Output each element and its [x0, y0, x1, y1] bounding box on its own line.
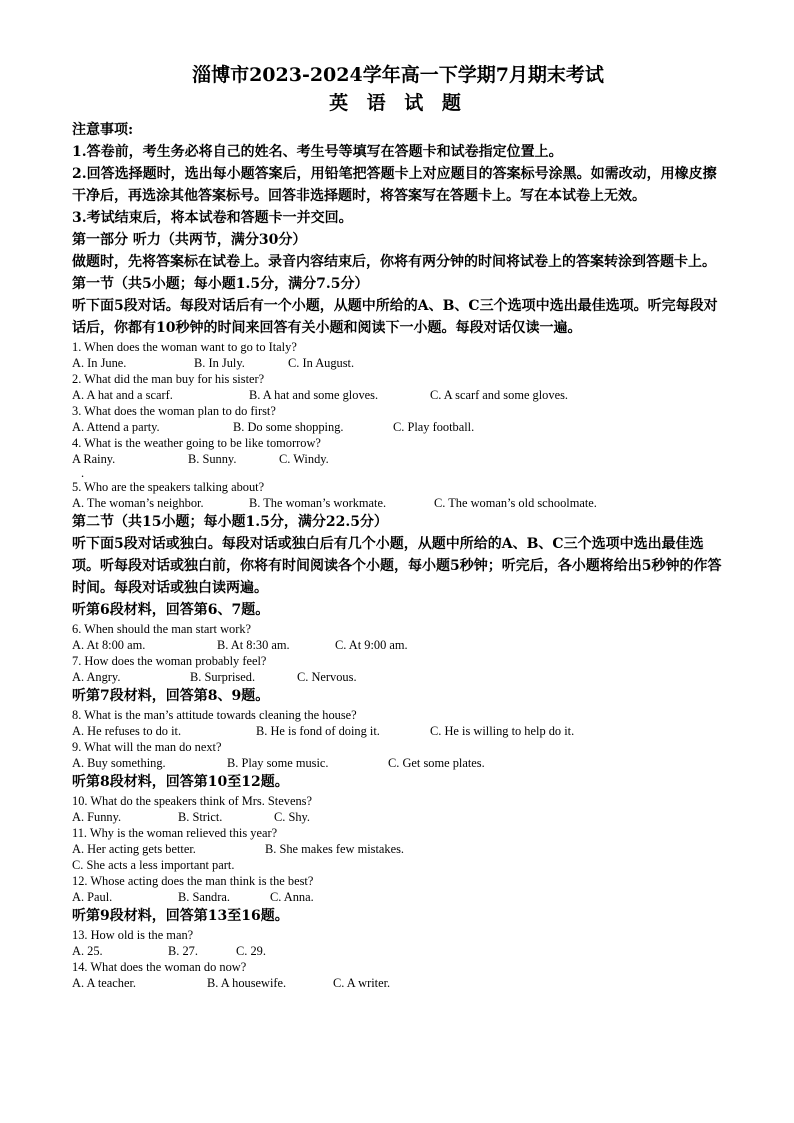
exam-title: 淄博市2023-2024学年高一下学期7月期末考试	[192, 64, 604, 86]
question-7-stem: 7. How does the woman probably feel?	[72, 654, 267, 668]
option-b: B. Strict.	[178, 810, 223, 824]
option-c: C. The woman’s old schoolmate.	[434, 496, 597, 510]
question-4-stem: 4. What is the weather going to be like tomorrow?	[72, 436, 321, 450]
option-b: B. 27.	[168, 944, 198, 958]
part1-instruction: 做题时，先将答案标在试卷上。录音内容结束后，你将有两分钟的时间将试卷上的答案转涂到答题卡上。	[72, 254, 716, 270]
option-b: B. At 8:30 am.	[217, 638, 290, 652]
notes-heading: 注意事项:	[72, 122, 134, 138]
option-b: B. A hat and some gloves.	[249, 388, 379, 402]
exam-page	[72, 62, 724, 991]
question-11-options	[72, 841, 724, 857]
option-a: A. The woman’s neighbor.	[72, 496, 204, 510]
question-11-option-c: C. She acts a less important part.	[72, 858, 235, 872]
option-a: A. In June.	[72, 356, 127, 370]
option-a: A. Buy something.	[72, 756, 166, 770]
material-6-heading: 听第6段材料，回答第6、7题。	[72, 602, 270, 618]
material-9-heading: 听第9段材料，回答第13至16题。	[72, 908, 289, 924]
option-b: B. She makes few mistakes.	[265, 842, 405, 856]
option-a: A. Funny.	[72, 810, 122, 824]
option-a: A. A hat and a scarf.	[72, 388, 173, 402]
question-3-stem: 3. What does the woman plan to do first?	[72, 404, 276, 418]
question-14-options	[72, 975, 724, 991]
option-c: C. Play football.	[393, 420, 475, 434]
option-c: C. A scarf and some gloves.	[430, 388, 568, 402]
part1-heading: 第一部分 听力（共两节，满分30分）	[72, 232, 307, 248]
question-11-stem: 11. Why is the woman relieved this year?	[72, 826, 278, 840]
option-c: C. Anna.	[270, 890, 314, 904]
option-c: C. Shy.	[274, 810, 311, 824]
section1-heading: 第一节（共5小题；每小题1.5分，满分7.5分）	[72, 276, 369, 292]
question-6-stem: 6. When should the man start work?	[72, 622, 252, 636]
question-13-options	[72, 943, 724, 959]
option-b: B. The woman’s workmate.	[249, 496, 387, 510]
option-a: A. Her acting gets better.	[72, 842, 196, 856]
question-1-stem: 1. When does the woman want to go to Italy?	[72, 340, 297, 354]
option-c: C. Get some plates.	[388, 756, 485, 770]
question-2-options	[72, 387, 724, 403]
option-c: C. Windy.	[279, 452, 329, 466]
option-a: A. Angry.	[72, 670, 121, 684]
question-9-stem: 9. What will the man do next?	[72, 740, 222, 754]
section2-instruction: 听下面5段对话或独白。每段对话或独白后有几个小题，从题中所给的A、B、C三个选项中选出最佳选项。听每段对话或独白前，你将有时间阅读各个小题，每小题5秒钟；听完后，各小题将给出5秒钟的作答时间。每段对话或独白读两遍。	[72, 536, 722, 596]
option-b: B. Play some music.	[227, 756, 329, 770]
option-a: A. He refuses to do it.	[72, 724, 182, 738]
stray-dot: .	[81, 466, 85, 480]
option-c: C. A writer.	[333, 976, 391, 990]
option-a: A. At 8:00 am.	[72, 638, 146, 652]
option-b: B. Surprised.	[190, 670, 256, 684]
question-7-options	[72, 669, 724, 685]
option-c: C. Nervous.	[297, 670, 357, 684]
option-a: A. 25.	[72, 944, 103, 958]
option-b: B. In July.	[194, 356, 245, 370]
option-c: C. He is willing to help do it.	[430, 724, 575, 738]
question-2-stem: 2. What did the man buy for his sister?	[72, 372, 265, 386]
section2-heading: 第二节（共15小题；每小题1.5分，满分22.5分）	[72, 514, 388, 530]
material-7-heading: 听第7段材料，回答第8、9题。	[72, 688, 270, 704]
question-3-options	[72, 419, 724, 435]
option-b: B. Sunny.	[188, 452, 237, 466]
option-b: B. Sandra.	[178, 890, 230, 904]
option-a: A. Paul.	[72, 890, 113, 904]
question-12-stem: 12. Whose acting does the man think is the best?	[72, 874, 314, 888]
option-b: B. Do some shopping.	[233, 420, 344, 434]
question-4-options	[72, 451, 724, 467]
question-5-options	[72, 495, 724, 511]
note-item-2: 2.回答选择题时，选出每小题答案后，用铅笔把答题卡上对应题目的答案标号涂黑。如需改动，用橡皮擦干净后，再选涂其他答案标号。回答非选择题时，将答案写在答题卡上。写在本试卷上无效。	[72, 166, 717, 204]
question-13-stem: 13. How old is the man?	[72, 928, 194, 942]
note-item-3: 3.考试结束后，将本试卷和答题卡一并交回。	[72, 210, 353, 226]
option-a: A. A teacher.	[72, 976, 136, 990]
option-b: B. He is fond of doing it.	[256, 724, 380, 738]
material-8-heading: 听第8段材料，回答第10至12题。	[72, 774, 289, 790]
question-10-options	[72, 809, 724, 825]
question-6-options	[72, 637, 724, 653]
question-8-stem: 8. What is the man’s attitude towards cleaning the house?	[72, 708, 357, 722]
section1-instruction: 听下面5段对话。每段对话后有一个小题，从题中所给的A、B、C三个选项中选出最佳选项。听完每段对话后，你都有10秒钟的时间来回答有关小题和阅读下一小题。每段对话仅读一遍。	[72, 298, 718, 336]
question-12-options	[72, 889, 724, 905]
option-a: A Rainy.	[72, 452, 116, 466]
question-8-options	[72, 723, 724, 739]
option-b: B. A housewife.	[207, 976, 287, 990]
option-c: C. In August.	[288, 356, 355, 370]
question-1-options	[72, 355, 724, 371]
option-c: C. At 9:00 am.	[335, 638, 408, 652]
question-14-stem: 14. What does the woman do now?	[72, 960, 247, 974]
question-10-stem: 10. What do the speakers think of Mrs. Stevens?	[72, 794, 312, 808]
option-a: A. Attend a party.	[72, 420, 160, 434]
option-c: C. 29.	[236, 944, 266, 958]
exam-subtitle: 英 语 试 题	[329, 92, 467, 114]
question-5-stem: 5. Who are the speakers talking about?	[72, 480, 265, 494]
question-9-options	[72, 755, 724, 771]
note-item-1: 1.答卷前，考生务必将自己的姓名、考生号等填写在答题卡和试卷指定位置上。	[72, 144, 563, 160]
